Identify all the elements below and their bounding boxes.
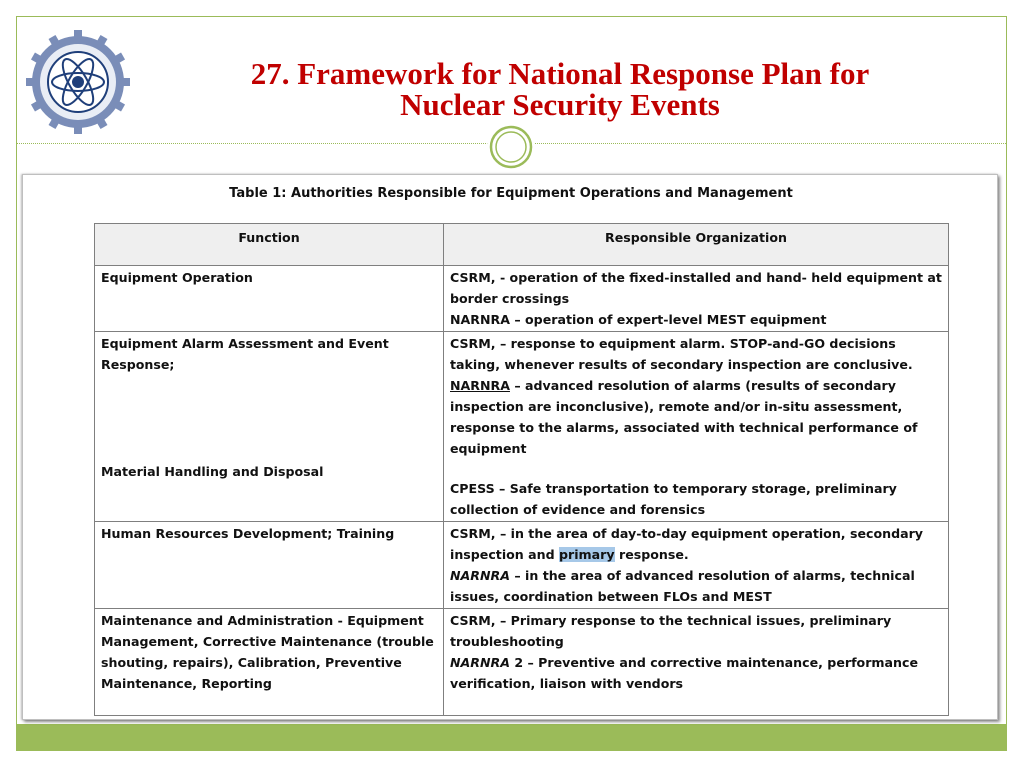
table-row bbox=[95, 522, 949, 609]
function-cell bbox=[95, 522, 444, 609]
org-abbreviation: NARNRA bbox=[450, 655, 510, 670]
org-text bbox=[450, 375, 942, 459]
org-text bbox=[450, 523, 942, 565]
function-text: Equipment Alarm Assessment and Event Response; bbox=[101, 336, 389, 372]
slide-title-line-1: 27. Framework for National Response Plan for bbox=[250, 56, 870, 91]
circle-ornament-icon bbox=[486, 122, 536, 172]
org-text: CSRM, – Primary response to the technical issues, preliminary troubleshooting bbox=[450, 613, 892, 649]
table-panel bbox=[22, 174, 998, 720]
org-text-part: CSRM, – in the area of day-to-day equipment operation, secondary inspection and bbox=[450, 526, 924, 562]
organization-cell bbox=[444, 332, 949, 522]
table-caption: Table 1: Authorities Responsible for Equipment Operations and Management bbox=[229, 186, 793, 201]
footer-band bbox=[17, 724, 1006, 750]
org-text: CSRM, – response to equipment alarm. STOP-and-GO decisions taking, whenever results of secondary inspection are conclusive. bbox=[450, 336, 913, 372]
org-text: CPESS – Safe transportation to temporary storage, preliminary collection of evidence and forensics bbox=[450, 481, 897, 517]
organization-cell bbox=[444, 266, 949, 332]
org-text-rest: – in the area of advanced resolution of alarms, technical issues, coordination between FLOs and MEST bbox=[450, 568, 915, 604]
function-text: Human Resources Development; Training bbox=[101, 526, 395, 541]
org-text: NARNRA – operation of expert-level MEST equipment bbox=[450, 312, 827, 327]
cell-spacer bbox=[450, 459, 942, 478]
table-row bbox=[95, 332, 949, 522]
slide-title bbox=[140, 58, 980, 120]
organization-cell bbox=[444, 609, 949, 716]
responsibility-table bbox=[94, 223, 949, 716]
cell-spacer bbox=[101, 375, 437, 461]
org-text-rest: 2 – Preventive and corrective maintenance, performance verification, liaison with vendors bbox=[450, 655, 919, 691]
function-cell bbox=[95, 332, 444, 522]
function-text: Material Handling and Disposal bbox=[101, 464, 324, 479]
table-header-row bbox=[95, 224, 949, 266]
column-header-organization: Responsible Organization bbox=[444, 224, 949, 266]
org-text-part: response. bbox=[614, 547, 689, 562]
function-text: Equipment Operation bbox=[101, 270, 253, 285]
org-text: CSRM, - operation of the fixed-installed and hand- held equipment at border crossings bbox=[450, 270, 942, 306]
atom-gear-emblem-icon bbox=[26, 30, 130, 134]
org-text bbox=[450, 565, 942, 607]
table-row bbox=[95, 266, 949, 332]
org-abbreviation: NARNRA bbox=[450, 378, 510, 393]
column-header-function: Function bbox=[95, 224, 444, 266]
organization-cell bbox=[444, 522, 949, 609]
function-text: Maintenance and Administration - Equipment Management, Corrective Maintenance (trouble shouting, repairs), Calibration, Preventive Maintenance, Reporting bbox=[101, 613, 434, 691]
org-abbreviation: NARNRA bbox=[450, 568, 510, 583]
highlighted-word: primary bbox=[559, 547, 615, 562]
table-row bbox=[95, 609, 949, 716]
org-text-rest: – advanced resolution of alarms (results of secondary inspection are inconclusive), remote and/or in-situ assessment, response to the alarms, associated with technical performance of equipment bbox=[450, 378, 918, 456]
function-cell bbox=[95, 266, 444, 332]
function-cell bbox=[95, 609, 444, 716]
org-text bbox=[450, 652, 942, 694]
slide-title-line-2: Nuclear Security Events bbox=[400, 87, 720, 122]
